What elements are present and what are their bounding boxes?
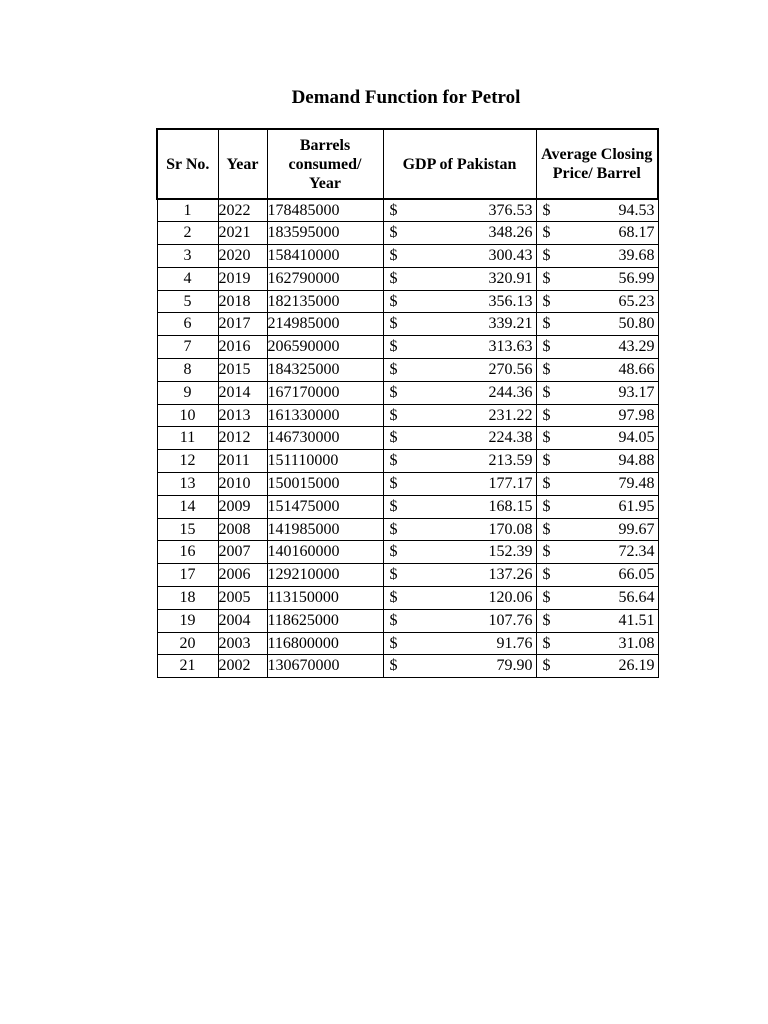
table-row — [157, 290, 658, 313]
amount: 61.95 — [618, 497, 655, 515]
amount: 94.53 — [618, 201, 655, 219]
cell-barrels-consumed: 214985000 — [267, 313, 383, 336]
amount: 313.63 — [488, 338, 533, 356]
amount: 66.05 — [618, 566, 655, 584]
header-year: Year — [218, 129, 267, 199]
table-row — [157, 267, 658, 290]
table-row — [157, 564, 658, 587]
amount: 56.64 — [618, 588, 655, 606]
cell-sr-no: 14 — [157, 495, 218, 518]
currency-symbol: $ — [542, 452, 551, 470]
amount: 244.36 — [488, 383, 533, 401]
cell-barrels-consumed: 162790000 — [267, 267, 383, 290]
cell-average-closing-price — [536, 495, 658, 518]
cell-average-closing-price — [536, 313, 658, 336]
table-row — [157, 199, 658, 222]
cell-year: 2015 — [218, 359, 267, 382]
amount: 43.29 — [618, 338, 655, 356]
amount: 152.39 — [488, 543, 533, 561]
cell-year: 2021 — [218, 222, 267, 245]
cell-gdp — [383, 564, 536, 587]
currency-symbol: $ — [389, 406, 398, 424]
table-row — [157, 404, 658, 427]
amount: 99.67 — [618, 520, 655, 538]
currency-symbol: $ — [389, 201, 398, 219]
cell-average-closing-price — [536, 427, 658, 450]
cell-year: 2017 — [218, 313, 267, 336]
amount: 231.22 — [488, 406, 533, 424]
cell-sr-no: 5 — [157, 290, 218, 313]
table-row — [157, 495, 658, 518]
table-row — [157, 222, 658, 245]
cell-gdp — [383, 267, 536, 290]
cell-sr-no: 6 — [157, 313, 218, 336]
page-title: Demand Function for Petrol — [291, 87, 521, 108]
currency-symbol: $ — [542, 246, 551, 264]
cell-barrels-consumed: 184325000 — [267, 359, 383, 382]
currency-symbol: $ — [389, 360, 398, 378]
cell-gdp — [383, 245, 536, 268]
table-row — [157, 541, 658, 564]
amount: 339.21 — [488, 315, 533, 333]
amount: 41.51 — [618, 611, 655, 629]
header-sr-no: Sr No. — [157, 129, 218, 199]
cell-barrels-consumed: 161330000 — [267, 404, 383, 427]
cell-year: 2011 — [218, 450, 267, 473]
cell-average-closing-price — [536, 450, 658, 473]
cell-sr-no: 1 — [157, 199, 218, 222]
amount: 79.48 — [618, 474, 655, 492]
cell-year: 2022 — [218, 199, 267, 222]
cell-sr-no: 19 — [157, 609, 218, 632]
table-row — [157, 518, 658, 541]
cell-year: 2009 — [218, 495, 267, 518]
cell-sr-no: 10 — [157, 404, 218, 427]
header-average-closing-price: Average Closing Price/ Barrel — [536, 129, 658, 199]
cell-year: 2016 — [218, 336, 267, 359]
currency-symbol: $ — [542, 292, 551, 310]
cell-gdp — [383, 495, 536, 518]
amount: 213.59 — [488, 452, 533, 470]
table-row — [157, 313, 658, 336]
currency-symbol: $ — [542, 634, 551, 652]
cell-gdp — [383, 518, 536, 541]
cell-year: 2007 — [218, 541, 267, 564]
cell-gdp — [383, 427, 536, 450]
cell-gdp — [383, 541, 536, 564]
currency-symbol: $ — [542, 474, 551, 492]
currency-symbol: $ — [542, 406, 551, 424]
currency-symbol: $ — [389, 224, 398, 242]
cell-gdp — [383, 222, 536, 245]
cell-average-closing-price — [536, 381, 658, 404]
cell-barrels-consumed: 129210000 — [267, 564, 383, 587]
amount: 137.26 — [488, 566, 533, 584]
cell-gdp — [383, 609, 536, 632]
cell-gdp — [383, 336, 536, 359]
amount: 270.56 — [488, 360, 533, 378]
cell-year: 2020 — [218, 245, 267, 268]
cell-barrels-consumed: 151475000 — [267, 495, 383, 518]
header-gdp: GDP of Pakistan — [383, 129, 536, 199]
cell-average-closing-price — [536, 564, 658, 587]
currency-symbol: $ — [542, 360, 551, 378]
cell-year: 2005 — [218, 587, 267, 610]
cell-sr-no: 20 — [157, 632, 218, 655]
cell-gdp — [383, 199, 536, 222]
currency-symbol: $ — [389, 588, 398, 606]
table-row — [157, 427, 658, 450]
currency-symbol: $ — [389, 497, 398, 515]
currency-symbol: $ — [542, 566, 551, 584]
currency-symbol: $ — [542, 201, 551, 219]
cell-barrels-consumed: 158410000 — [267, 245, 383, 268]
currency-symbol: $ — [389, 474, 398, 492]
cell-barrels-consumed: 146730000 — [267, 427, 383, 450]
currency-symbol: $ — [389, 383, 398, 401]
cell-barrels-consumed: 140160000 — [267, 541, 383, 564]
cell-average-closing-price — [536, 267, 658, 290]
currency-symbol: $ — [389, 520, 398, 538]
cell-year: 2003 — [218, 632, 267, 655]
cell-sr-no: 3 — [157, 245, 218, 268]
cell-sr-no: 4 — [157, 267, 218, 290]
cell-gdp — [383, 473, 536, 496]
cell-barrels-consumed: 130670000 — [267, 655, 383, 678]
cell-barrels-consumed: 151110000 — [267, 450, 383, 473]
amount: 177.17 — [488, 474, 533, 492]
amount: 376.53 — [488, 201, 533, 219]
amount: 320.91 — [488, 269, 533, 287]
cell-barrels-consumed: 141985000 — [267, 518, 383, 541]
currency-symbol: $ — [389, 452, 398, 470]
amount: 39.68 — [618, 246, 655, 264]
cell-sr-no: 15 — [157, 518, 218, 541]
currency-symbol: $ — [389, 338, 398, 356]
cell-sr-no: 12 — [157, 450, 218, 473]
currency-symbol: $ — [542, 588, 551, 606]
table-row — [157, 381, 658, 404]
cell-sr-no: 8 — [157, 359, 218, 382]
currency-symbol: $ — [542, 543, 551, 561]
amount: 356.13 — [488, 292, 533, 310]
cell-year: 2012 — [218, 427, 267, 450]
cell-barrels-consumed: 118625000 — [267, 609, 383, 632]
cell-sr-no: 18 — [157, 587, 218, 610]
cell-barrels-consumed: 178485000 — [267, 199, 383, 222]
amount: 94.05 — [618, 429, 655, 447]
currency-symbol: $ — [389, 429, 398, 447]
cell-average-closing-price — [536, 541, 658, 564]
amount: 50.80 — [618, 315, 655, 333]
cell-average-closing-price — [536, 632, 658, 655]
currency-symbol: $ — [389, 543, 398, 561]
amount: 68.17 — [618, 224, 655, 242]
currency-symbol: $ — [389, 611, 398, 629]
currency-symbol: $ — [542, 611, 551, 629]
cell-average-closing-price — [536, 336, 658, 359]
cell-sr-no: 16 — [157, 541, 218, 564]
cell-gdp — [383, 587, 536, 610]
cell-average-closing-price — [536, 473, 658, 496]
amount: 348.26 — [488, 224, 533, 242]
cell-gdp — [383, 381, 536, 404]
table-row — [157, 655, 658, 678]
amount: 26.19 — [618, 657, 655, 675]
currency-symbol: $ — [389, 292, 398, 310]
amount: 170.08 — [488, 520, 533, 538]
cell-average-closing-price — [536, 609, 658, 632]
cell-barrels-consumed: 113150000 — [267, 587, 383, 610]
amount: 65.23 — [618, 292, 655, 310]
cell-average-closing-price — [536, 222, 658, 245]
table-row — [157, 336, 658, 359]
amount: 120.06 — [488, 588, 533, 606]
table-header — [157, 129, 658, 199]
currency-symbol: $ — [389, 269, 398, 287]
cell-sr-no: 21 — [157, 655, 218, 678]
cell-gdp — [383, 655, 536, 678]
cell-average-closing-price — [536, 587, 658, 610]
currency-symbol: $ — [542, 338, 551, 356]
currency-symbol: $ — [542, 224, 551, 242]
amount: 97.98 — [618, 406, 655, 424]
amount: 224.38 — [488, 429, 533, 447]
amount: 91.76 — [496, 634, 533, 652]
cell-sr-no: 13 — [157, 473, 218, 496]
cell-year: 2014 — [218, 381, 267, 404]
cell-average-closing-price — [536, 199, 658, 222]
cell-year: 2002 — [218, 655, 267, 678]
currency-symbol: $ — [542, 315, 551, 333]
table-row — [157, 609, 658, 632]
cell-sr-no: 9 — [157, 381, 218, 404]
cell-barrels-consumed: 182135000 — [267, 290, 383, 313]
currency-symbol: $ — [542, 520, 551, 538]
table-row — [157, 359, 658, 382]
currency-symbol: $ — [389, 657, 398, 675]
cell-average-closing-price — [536, 404, 658, 427]
cell-barrels-consumed: 167170000 — [267, 381, 383, 404]
cell-gdp — [383, 632, 536, 655]
cell-year: 2019 — [218, 267, 267, 290]
cell-barrels-consumed: 116800000 — [267, 632, 383, 655]
cell-sr-no: 7 — [157, 336, 218, 359]
cell-sr-no: 2 — [157, 222, 218, 245]
cell-barrels-consumed: 150015000 — [267, 473, 383, 496]
amount: 31.08 — [618, 634, 655, 652]
currency-symbol: $ — [542, 383, 551, 401]
header-barrels-consumed: Barrels consumed/ Year — [267, 129, 383, 199]
cell-year: 2018 — [218, 290, 267, 313]
cell-gdp — [383, 404, 536, 427]
cell-gdp — [383, 359, 536, 382]
table-row — [157, 632, 658, 655]
cell-gdp — [383, 290, 536, 313]
cell-year: 2006 — [218, 564, 267, 587]
cell-gdp — [383, 313, 536, 336]
cell-sr-no: 17 — [157, 564, 218, 587]
cell-average-closing-price — [536, 290, 658, 313]
cell-sr-no: 11 — [157, 427, 218, 450]
currency-symbol: $ — [389, 246, 398, 264]
amount: 300.43 — [488, 246, 533, 264]
table-body — [157, 199, 658, 678]
cell-average-closing-price — [536, 518, 658, 541]
amount: 56.99 — [618, 269, 655, 287]
table-row — [157, 245, 658, 268]
demand-table — [156, 128, 659, 678]
cell-average-closing-price — [536, 359, 658, 382]
table-row — [157, 450, 658, 473]
amount: 72.34 — [618, 543, 655, 561]
cell-year: 2004 — [218, 609, 267, 632]
amount: 107.76 — [488, 611, 533, 629]
currency-symbol: $ — [542, 429, 551, 447]
amount: 168.15 — [488, 497, 533, 515]
table-row — [157, 473, 658, 496]
cell-average-closing-price — [536, 245, 658, 268]
amount: 79.90 — [496, 657, 533, 675]
currency-symbol: $ — [389, 315, 398, 333]
cell-barrels-consumed: 183595000 — [267, 222, 383, 245]
currency-symbol: $ — [542, 269, 551, 287]
amount: 48.66 — [618, 360, 655, 378]
table-row — [157, 587, 658, 610]
cell-average-closing-price — [536, 655, 658, 678]
currency-symbol: $ — [542, 497, 551, 515]
cell-year: 2013 — [218, 404, 267, 427]
currency-symbol: $ — [542, 657, 551, 675]
cell-gdp — [383, 450, 536, 473]
cell-barrels-consumed: 206590000 — [267, 336, 383, 359]
amount: 93.17 — [618, 383, 655, 401]
amount: 94.88 — [618, 452, 655, 470]
currency-symbol: $ — [389, 566, 398, 584]
currency-symbol: $ — [389, 634, 398, 652]
cell-year: 2008 — [218, 518, 267, 541]
header-row — [157, 129, 658, 199]
cell-year: 2010 — [218, 473, 267, 496]
